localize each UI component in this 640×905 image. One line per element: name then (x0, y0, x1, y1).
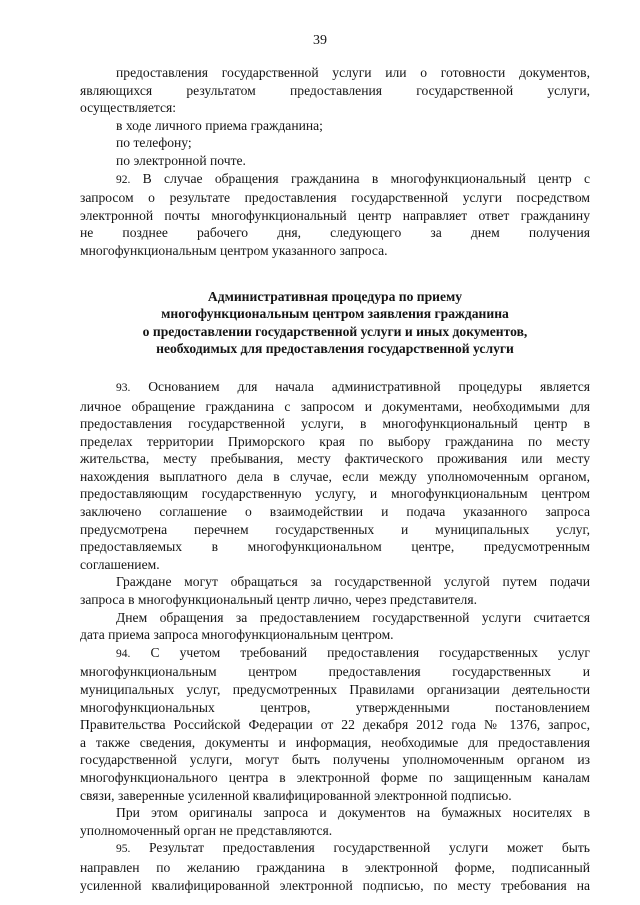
line-text: предоставляющим государственную услугу, и многофункциональным центром (80, 486, 590, 502)
line-text: предоставления государственной услуги или о готовности документов, (116, 65, 590, 80)
page-number: 39 (313, 33, 327, 48)
text-line (80, 839, 590, 859)
line-text: С учетом требований предоставления государственных услуг (150, 644, 590, 660)
text-line (80, 663, 590, 681)
line-text: муниципальных услуг, предусмотренных Правилами организации деятельности (80, 682, 590, 697)
text-line (80, 822, 590, 840)
heading-line: необходимых для предоставления государственной услуги (156, 341, 514, 357)
text-line (80, 433, 590, 451)
line-text: предоставления государственной услуги, в многофункциональный центр в (80, 416, 590, 432)
line-text: заключено соглашение о взаимодействии и подача указанного запроса (80, 504, 590, 520)
line-text: многофункциональных центров, утвержденными постановлением (80, 699, 590, 715)
line-text: связи, заверенные усиленной квалифицированной электронной подписью. (80, 787, 512, 803)
paragraph-number: 94. (116, 647, 131, 660)
text-line (80, 99, 590, 117)
line-text: являющихся результатом предоставления государственной услуги, (80, 82, 590, 98)
line-text: Правительства Российской Федерации от 22 декабря 2012 года № 1376, запрос, (80, 717, 590, 733)
text-line (80, 787, 590, 805)
line-text: предоставляемых в многофункциональном центре, предусмотренным (80, 539, 590, 555)
text-line (80, 626, 590, 644)
section-heading (80, 288, 590, 358)
text-line (80, 242, 590, 260)
text-line (80, 415, 590, 433)
text-line (80, 644, 590, 664)
heading-line: о предоставлении государственной услуги и иных документов, (142, 323, 528, 339)
text-line (80, 207, 590, 225)
text-line (80, 751, 590, 769)
text-line (80, 877, 590, 895)
line-text: жительства, месту пребывания, месту фактического проживания или месту (80, 451, 590, 467)
line-text: а также сведения, документы и информация, необходимые для предоставления (80, 734, 590, 750)
line-text: запроса в многофункциональный центр лично, через представителя. (80, 592, 477, 608)
line-text: осуществляется: (80, 100, 177, 116)
line-text: Граждане могут обращаться за государственной услугой путем подачи (116, 574, 590, 590)
line-text: соглашением. (80, 556, 160, 572)
line-text: уполномоченный орган не представляются. (80, 822, 333, 838)
list-item: в ходе личного приема гражданина; (116, 117, 323, 133)
line-text: Основанием для начала административной процедуры является (148, 378, 590, 394)
text-line (80, 556, 590, 574)
text-line (80, 538, 590, 556)
line-text: запросом о результате предоставления государственной услуги посредством (80, 190, 590, 206)
line-text: пределах территории Приморского края по выбору гражданина по месту (80, 433, 590, 449)
line-text: многофункциональным центром указанного запроса. (80, 242, 388, 258)
text-line (80, 82, 590, 100)
text-line (80, 681, 590, 699)
text-line (80, 804, 590, 822)
paragraph (80, 573, 590, 608)
line-text: усиленной квалифицированной электронной подписью, по месту требования на (80, 877, 590, 893)
text-line (80, 734, 590, 752)
line-text: многофункциональным центром предоставления государственных и (80, 664, 590, 680)
paragraph (80, 64, 590, 117)
list-item: по электронной почте. (116, 152, 246, 168)
text-line (80, 716, 590, 734)
line-text: личное обращение гражданина с запросом и документами, необходимыми для (80, 398, 590, 414)
text-line (80, 699, 590, 717)
line-text: государственной услуги, могут быть получены уполномоченным органом из (80, 752, 590, 768)
numbered-paragraph (80, 839, 590, 894)
text-line (80, 468, 590, 486)
line-text: не позднее рабочего дня, следующего за днем получения (80, 225, 590, 241)
text-line (80, 378, 590, 398)
paragraph-number: 93. (116, 381, 131, 394)
heading-line: многофункциональным центром заявления гражданина (161, 306, 509, 322)
numbered-paragraph (80, 378, 590, 574)
text-line (80, 189, 590, 207)
paragraph-number: 95. (116, 843, 131, 856)
line-text: направлен по желанию гражданина в электронной форме, подписанный (80, 859, 590, 875)
text-line (80, 64, 590, 82)
numbered-paragraph (80, 170, 590, 260)
text-line (80, 224, 590, 242)
line-text: Результат предоставления государственной услуги может быть (149, 840, 591, 856)
line-text: предусмотрена перечнем государственных и муниципальных услуг, (80, 521, 590, 537)
paragraph-number: 92. (116, 173, 131, 186)
line-text: При этом оригиналы запроса и документов на бумажных носителях в (116, 805, 590, 821)
line-text: дата приема запроса многофункциональным центром. (80, 627, 394, 643)
text-line (80, 521, 590, 539)
paragraph (80, 804, 590, 839)
line-text: электронной почты многофункциональный центр направляет ответ гражданину (80, 207, 590, 223)
text-line (80, 398, 590, 416)
text-line (80, 450, 590, 468)
text-line (80, 591, 590, 609)
text-line (80, 573, 590, 591)
text-line (80, 485, 590, 503)
numbered-paragraph (80, 644, 590, 804)
line-text: нахождения выплатного дела в случае, если между уполномоченным органом, (80, 468, 590, 484)
line-text: многофункционального центра в электронной форме по защищенным каналам (80, 769, 590, 785)
text-line (80, 503, 590, 521)
text-line (80, 170, 590, 190)
line-text: В случае обращения гражданина в многофункциональный центр с (142, 170, 590, 186)
paragraph (80, 609, 590, 644)
line-text: Днем обращения за предоставлением государственной услуги считается (116, 609, 590, 625)
list-item: по телефону; (116, 135, 192, 151)
text-line (80, 769, 590, 787)
text-line (80, 859, 590, 877)
document-body (80, 64, 590, 894)
text-line (80, 609, 590, 627)
heading-line: Административная процедура по приему (207, 288, 463, 304)
